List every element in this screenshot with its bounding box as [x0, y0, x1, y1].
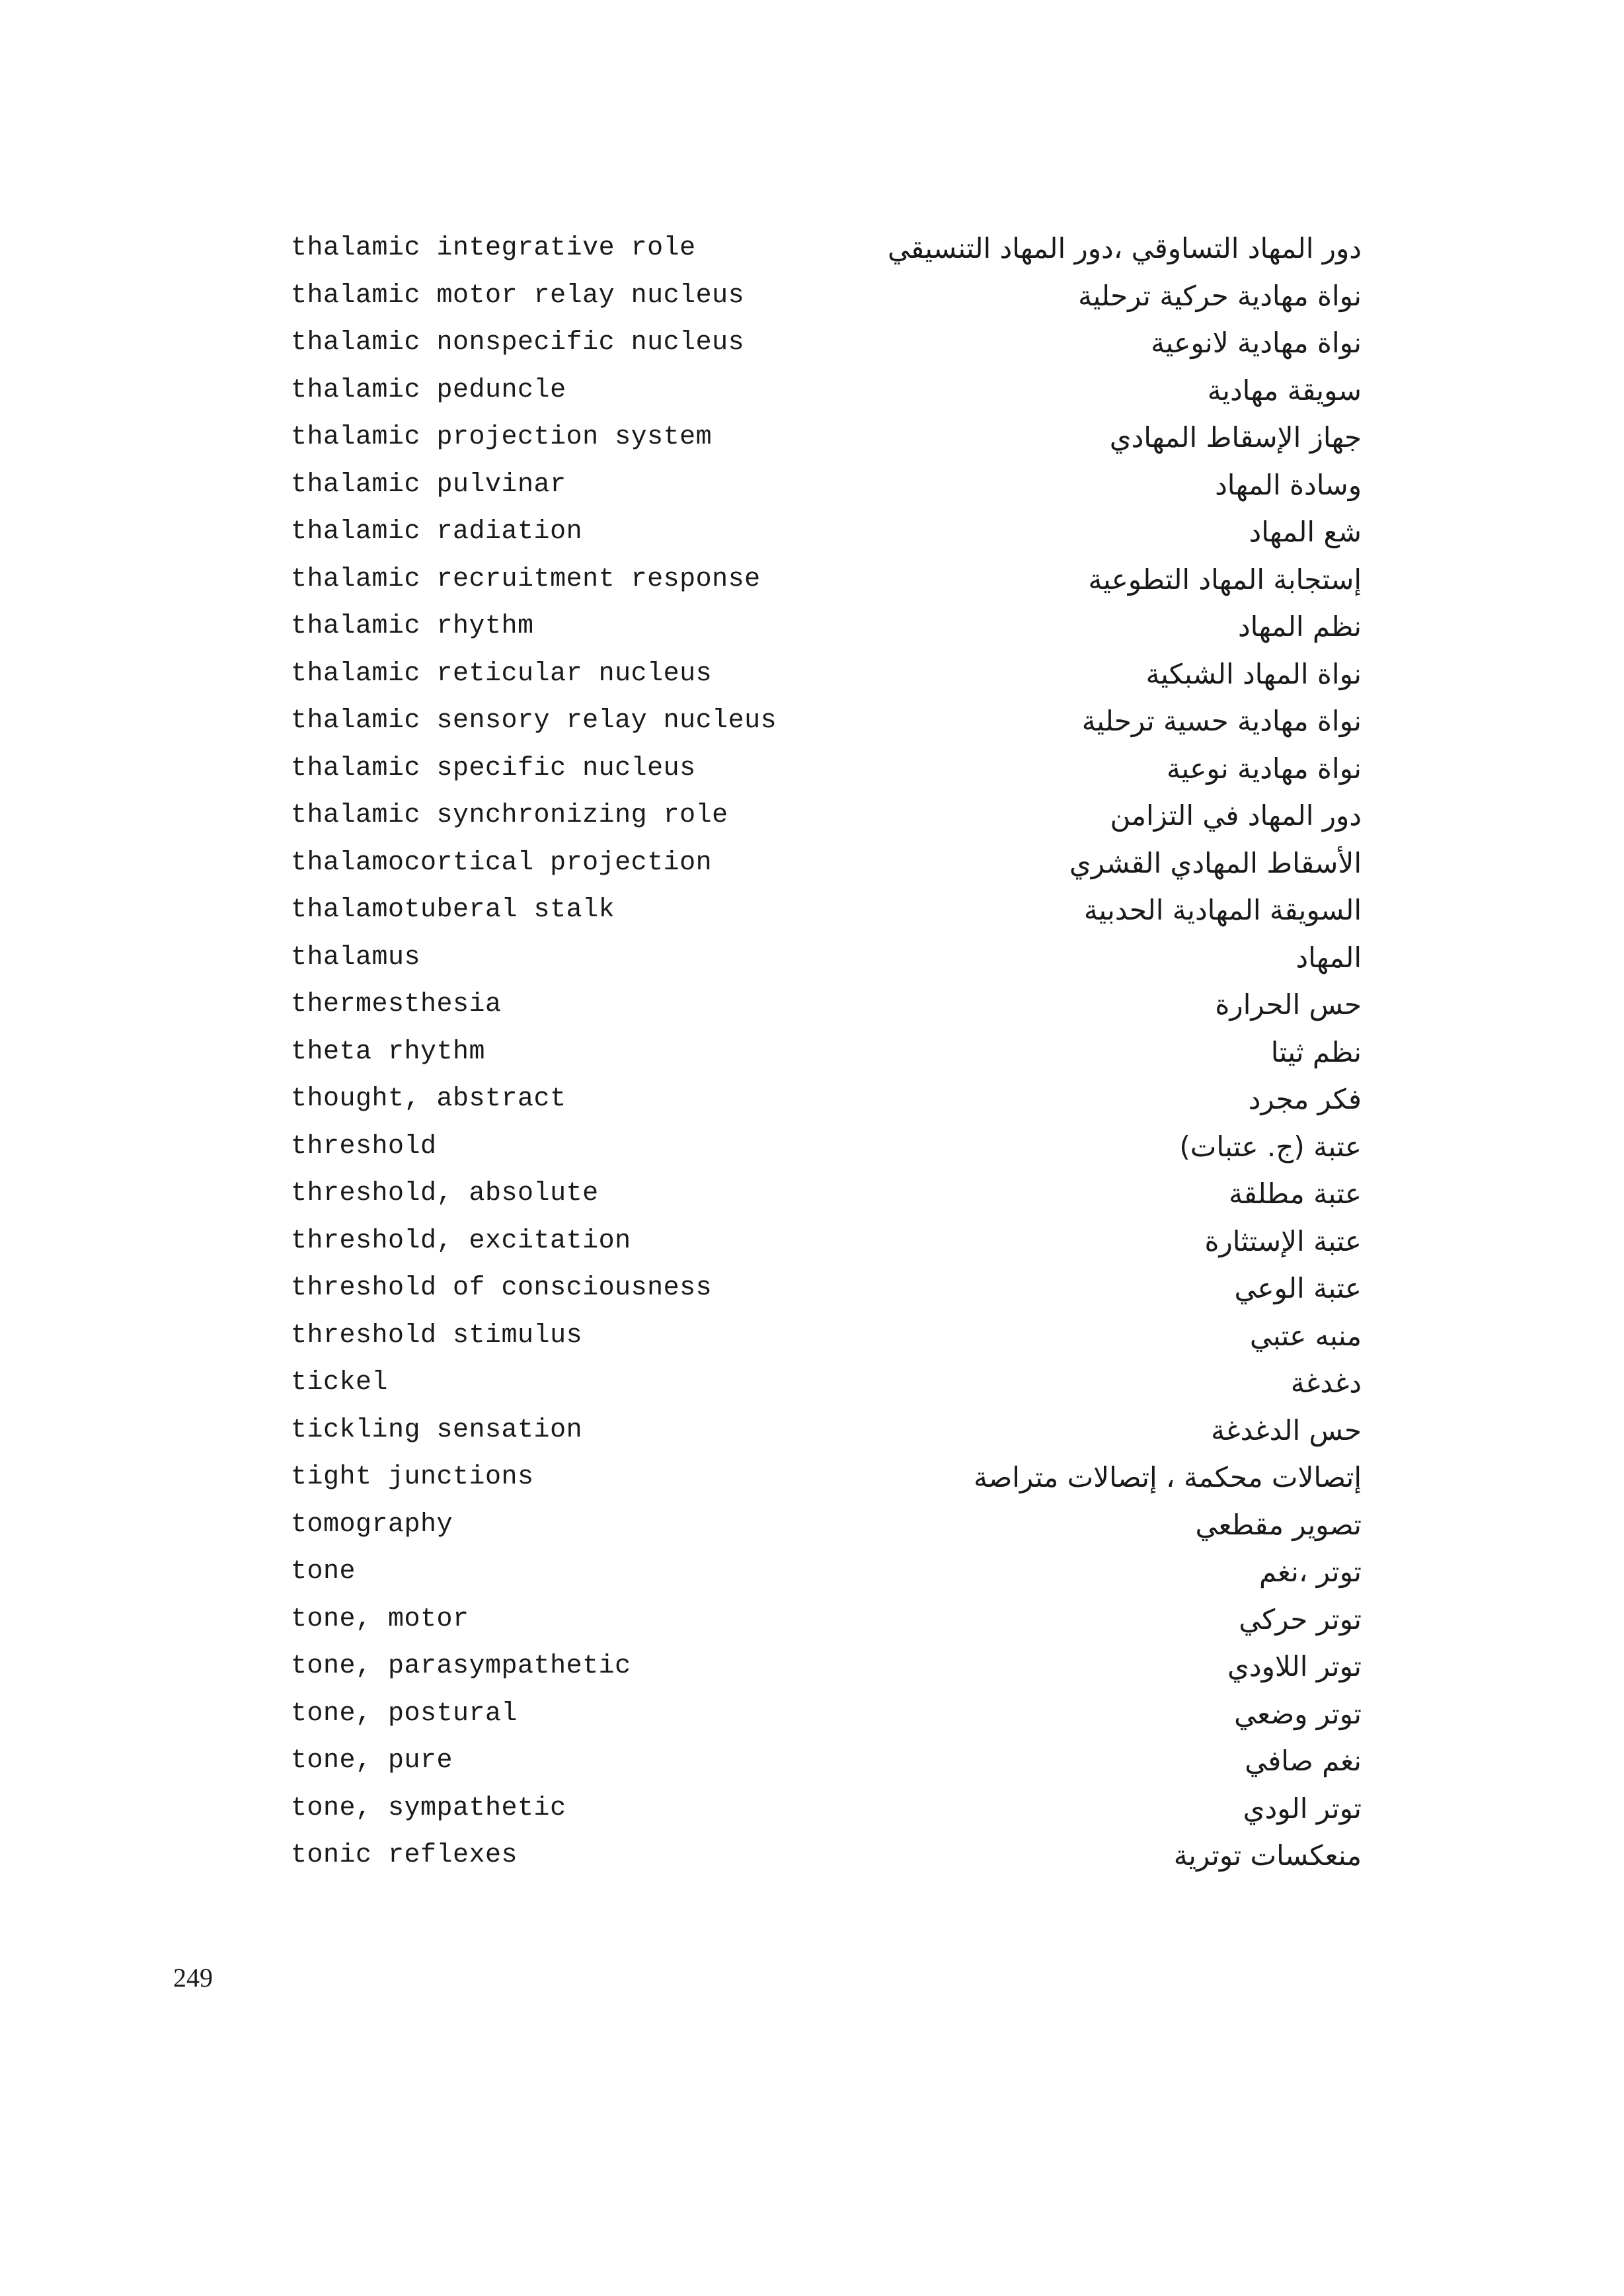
english-term: tomography — [291, 1509, 453, 1540]
glossary-entry — [278, 272, 1375, 320]
english-term: thalamic rhythm — [291, 612, 534, 641]
arabic-term: توتر الودي — [1243, 1792, 1362, 1825]
english-term: thalamotuberal stalk — [291, 895, 615, 925]
english-term: tone — [291, 1557, 356, 1587]
glossary-entry — [278, 1690, 1375, 1738]
glossary-entry — [278, 1785, 1375, 1833]
glossary-entry — [278, 1359, 1375, 1407]
arabic-term: منبه عتبي — [1249, 1319, 1362, 1352]
glossary-entry — [278, 1501, 1375, 1549]
arabic-term: فكر مجرد — [1248, 1083, 1362, 1115]
glossary-entry — [278, 1454, 1375, 1501]
glossary-entry — [278, 934, 1375, 982]
english-term: tone, motor — [291, 1604, 469, 1634]
arabic-term: منعكسات توترية — [1173, 1839, 1362, 1872]
arabic-term: إستجابة المهاد التطوعية — [1088, 563, 1362, 596]
arabic-term: سويقة مهادية — [1207, 374, 1362, 407]
english-term: theta rhythm — [291, 1037, 486, 1067]
english-term: thalamic nonspecific nucleus — [291, 328, 745, 358]
arabic-term: عتبة الوعي — [1234, 1272, 1362, 1304]
english-term: threshold, excitation — [291, 1226, 631, 1256]
glossary-entry — [278, 697, 1375, 745]
english-term: thalamic recruitment response — [291, 564, 761, 594]
arabic-term: دور المهاد التساوقي ،دور المهاد التنسيقي — [887, 232, 1362, 264]
arabic-term: السويقة المهادية الحدبية — [1083, 894, 1362, 926]
english-term: thalamus — [291, 942, 421, 972]
arabic-term: إتصالات محكمة ، إتصالات متراصة — [974, 1461, 1362, 1493]
glossary-entry — [278, 792, 1375, 840]
glossary-entry — [278, 1029, 1375, 1076]
glossary-entry — [278, 1170, 1375, 1218]
english-term: thalamic radiation — [291, 517, 583, 547]
glossary-entry — [278, 367, 1375, 415]
english-term: thalamic pulvinar — [291, 469, 566, 500]
glossary-entry — [278, 1832, 1375, 1880]
glossary-entry — [278, 840, 1375, 887]
english-term: thought, abstract — [291, 1084, 566, 1114]
english-term: thalamic peduncle — [291, 375, 566, 405]
english-term: threshold stimulus — [291, 1320, 583, 1351]
english-term: thalamocortical projection — [291, 848, 713, 878]
arabic-term: توتر اللاودي — [1227, 1650, 1362, 1682]
glossary-entry — [278, 745, 1375, 793]
glossary-entry — [278, 981, 1375, 1029]
arabic-term: شع المهاد — [1249, 516, 1362, 548]
english-term: thalamic motor relay nucleus — [291, 280, 745, 311]
english-term: tone, parasympathetic — [291, 1651, 631, 1681]
english-term: threshold — [291, 1131, 437, 1162]
glossary-entry — [278, 1737, 1375, 1785]
arabic-term: دغدغة — [1290, 1366, 1362, 1399]
english-term: thalamic specific nucleus — [291, 753, 696, 783]
arabic-term: تصوير مقطعي — [1195, 1508, 1362, 1541]
glossary-entry — [278, 887, 1375, 934]
arabic-term: عتبة (ج. عتبات) — [1179, 1130, 1362, 1163]
english-term: thalamic reticular nucleus — [291, 658, 713, 689]
english-term: threshold of consciousness — [291, 1273, 713, 1303]
arabic-term: نواة المهاد الشبكية — [1145, 657, 1362, 690]
arabic-term: نواة مهادية نوعية — [1167, 752, 1362, 785]
arabic-term: جهاز الإسقاط المهادي — [1109, 421, 1362, 454]
arabic-term: دور المهاد في التزامن — [1110, 799, 1362, 832]
glossary-entry — [278, 1123, 1375, 1171]
glossary-entry — [278, 1265, 1375, 1312]
glossary-entry — [278, 603, 1375, 651]
glossary-entry — [278, 651, 1375, 698]
glossary-entry — [278, 1548, 1375, 1596]
arabic-term: نظم المهاد — [1237, 610, 1362, 643]
english-term: thalamic projection system — [291, 422, 713, 452]
glossary-entry — [278, 225, 1375, 272]
arabic-term: المهاد — [1295, 941, 1362, 974]
glossary-entry — [278, 1407, 1375, 1454]
arabic-term: توتر ،نغم — [1258, 1556, 1362, 1588]
glossary-entry — [278, 414, 1375, 461]
english-term: tight junctions — [291, 1462, 534, 1492]
arabic-term: نواة مهادية حسية ترحلية — [1081, 705, 1362, 737]
page-number: 249 — [173, 1963, 213, 1993]
english-term: tickel — [291, 1368, 389, 1398]
english-term: tickling sensation — [291, 1415, 583, 1445]
arabic-term: وسادة المهاد — [1215, 468, 1362, 501]
english-term: thalamic integrative role — [291, 233, 696, 263]
arabic-term: حس الحرارة — [1215, 988, 1362, 1021]
arabic-term: نواة مهادية حركية ترحلية — [1078, 279, 1362, 312]
arabic-term: حس الدغدغة — [1211, 1413, 1362, 1446]
arabic-term: نواة مهادية لانوعية — [1151, 327, 1362, 359]
english-term: tone, sympathetic — [291, 1793, 566, 1823]
english-term: tone, postural — [291, 1698, 518, 1729]
english-term: tone, pure — [291, 1746, 453, 1776]
glossary-entry — [278, 1218, 1375, 1265]
english-term: thalamic synchronizing role — [291, 801, 728, 830]
english-term: threshold, absolute — [291, 1179, 599, 1208]
english-term: thalamic sensory relay nucleus — [291, 706, 777, 736]
arabic-term: نغم صافي — [1245, 1745, 1362, 1777]
arabic-term: نظم ثيتا — [1270, 1035, 1362, 1068]
glossary-entry — [278, 319, 1375, 367]
glossary-entry — [278, 508, 1375, 556]
glossary-entry — [278, 1596, 1375, 1643]
arabic-term: الأسقاط المهادي القشري — [1069, 846, 1362, 879]
glossary-entry — [278, 1643, 1375, 1690]
glossary-entry — [278, 556, 1375, 604]
glossary-entry — [278, 1076, 1375, 1123]
arabic-term: توتر حركي — [1239, 1603, 1362, 1636]
glossary-entry — [278, 461, 1375, 509]
english-term: tonic reflexes — [291, 1841, 518, 1870]
arabic-term: عتبة الإستثارة — [1204, 1224, 1362, 1257]
glossary-list — [278, 225, 1375, 1880]
glossary-entry — [278, 1312, 1375, 1360]
english-term: thermesthesia — [291, 990, 502, 1019]
arabic-term: عتبة مطلقة — [1229, 1177, 1362, 1210]
arabic-term: توتر وضعي — [1234, 1697, 1362, 1730]
